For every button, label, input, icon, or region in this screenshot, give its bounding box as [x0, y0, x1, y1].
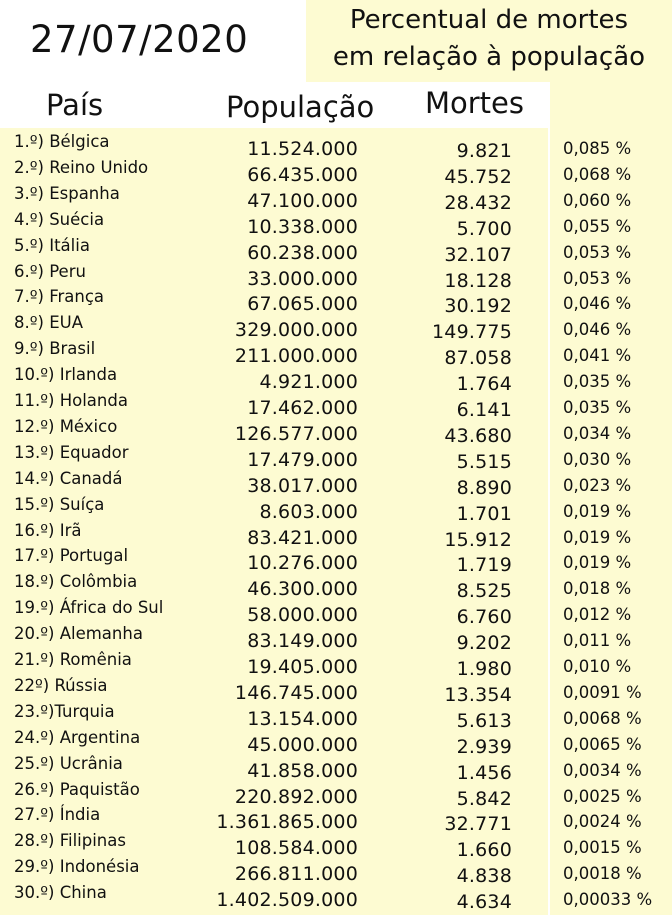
country-cell: 19.º) África do Sul: [14, 598, 164, 618]
table-row: [0, 701, 672, 732]
table-row: [0, 753, 672, 784]
header-deaths: Mortes: [425, 86, 525, 120]
deaths-cell: 4.838: [456, 865, 512, 888]
percent-cell: 0,0024 %: [563, 812, 642, 832]
deaths-cell: 1.660: [456, 839, 512, 862]
percent-cell: 0,019 %: [563, 527, 632, 547]
country-cell: 14.º) Canadá: [14, 468, 123, 488]
population-cell: 33.000.000: [247, 267, 358, 290]
country-cell: 27.º) Índia: [14, 805, 101, 825]
deaths-cell: 43.680: [444, 424, 512, 447]
percent-cell: 0,019 %: [563, 553, 632, 573]
deaths-cell: 149.775: [432, 321, 512, 344]
country-cell: 5.º) Itália: [14, 235, 90, 255]
table-row: [0, 675, 672, 706]
population-cell: 41.858.000: [247, 759, 358, 782]
percent-cell: 0,046 %: [563, 320, 632, 340]
table-row: [0, 779, 672, 810]
population-cell: 11.524.000: [247, 138, 358, 160]
table-row: [0, 546, 672, 577]
table-row: [0, 235, 672, 266]
population-cell: 45.000.000: [247, 733, 358, 756]
table-row: [0, 598, 672, 629]
percent-cell: 0,068 %: [563, 164, 632, 184]
percent-cell: 0,055 %: [563, 216, 632, 236]
deaths-cell: 1.719: [456, 554, 512, 577]
deaths-cell: 5.700: [456, 217, 512, 240]
country-cell: 12.º) México: [14, 416, 118, 436]
population-cell: 83.149.000: [247, 630, 358, 653]
deaths-cell: 5.842: [456, 787, 512, 810]
table-row: [0, 883, 672, 914]
percent-cell: 0,046 %: [563, 294, 632, 314]
country-cell: 16.º) Irã: [14, 520, 82, 540]
table-row: [0, 261, 672, 292]
deaths-cell: 87.058: [444, 347, 512, 370]
population-cell: 8.603.000: [259, 500, 358, 523]
population-cell: 19.405.000: [247, 656, 358, 678]
population-cell: 17.479.000: [247, 448, 358, 471]
percent-cell: 0,0065 %: [563, 734, 642, 754]
table-row: [0, 183, 672, 214]
percent-cell: 0,00033 %: [563, 890, 653, 910]
population-cell: 266.811.000: [234, 863, 358, 886]
deaths-cell: 9.202: [456, 632, 512, 655]
percent-cell: 0,0015 %: [563, 838, 642, 858]
population-cell: 13.154.000: [247, 707, 358, 730]
population-cell: 46.300.000: [247, 578, 358, 601]
population-cell: 17.462.000: [247, 397, 358, 419]
table-row: [0, 157, 672, 188]
percent-cell: 0,011 %: [563, 631, 632, 651]
population-cell: 211.000.000: [234, 345, 358, 368]
country-cell: 30.º) China: [14, 883, 107, 903]
deaths-cell: 1.980: [456, 658, 512, 680]
population-cell: 38.017.000: [247, 474, 358, 497]
percent-cell: 0,041 %: [563, 346, 632, 366]
country-cell: 20.º) Alemanha: [14, 624, 143, 644]
country-cell: 7.º) França: [14, 287, 105, 307]
population-cell: 4.921.000: [259, 371, 358, 394]
deaths-cell: 32.107: [444, 243, 512, 266]
table-row: [0, 831, 672, 862]
table-row: [0, 650, 672, 680]
country-cell: 2.º) Reino Unido: [14, 157, 149, 177]
table-row: [0, 624, 672, 655]
percent-cell: 0,0025 %: [563, 786, 642, 806]
population-cell: 220.892.000: [234, 785, 358, 808]
population-cell: 1.402.509.000: [216, 889, 358, 912]
percent-cell: 0,034 %: [563, 423, 632, 443]
country-cell: 11.º) Holanda: [14, 391, 128, 410]
title-box: [306, 0, 672, 82]
header-country: País: [46, 88, 104, 122]
country-cell: 28.º) Filipinas: [14, 831, 126, 851]
table-row: [0, 442, 672, 473]
table-row: [0, 365, 672, 396]
deaths-cell: 1.764: [456, 373, 512, 396]
deaths-cell: 1.701: [456, 502, 512, 525]
percent-cell: 0,023 %: [563, 475, 632, 495]
country-cell: 22º) Rússia: [14, 675, 108, 695]
table-row: [0, 520, 672, 551]
percent-cell: 0,0018 %: [563, 864, 642, 884]
deaths-cell: 6.760: [456, 606, 512, 629]
percent-cell: 0,035 %: [563, 372, 632, 392]
country-cell: 17.º) Portugal: [14, 546, 129, 566]
country-cell: 26.º) Paquistão: [14, 779, 140, 799]
date-label: 27/07/2020: [30, 18, 249, 61]
deaths-cell: 32.771: [444, 813, 512, 836]
country-cell: 3.º) Espanha: [14, 183, 120, 203]
country-cell: 9.º) Brasil: [14, 339, 96, 359]
country-cell: 29.º) Indonésia: [14, 857, 140, 877]
percent-cell: 0,018 %: [563, 579, 632, 599]
percent-cell: 0,060 %: [563, 190, 632, 210]
deaths-cell: 5.515: [456, 450, 512, 473]
table-row: [0, 857, 672, 888]
deaths-cell: 6.141: [456, 399, 512, 421]
deaths-cell: 9.821: [456, 140, 512, 162]
population-cell: 108.584.000: [234, 837, 358, 860]
percent-cell: 0,010 %: [563, 657, 632, 676]
deaths-cell: 28.432: [444, 191, 512, 214]
country-cell: 24.º) Argentina: [14, 727, 141, 747]
table-row: [0, 339, 672, 370]
population-cell: 329.000.000: [234, 319, 358, 342]
population-cell: 47.100.000: [247, 189, 358, 212]
country-cell: 4.º) Suécia: [14, 209, 105, 229]
population-cell: 1.361.865.000: [216, 811, 358, 834]
table-row: [0, 468, 672, 499]
table-row: [0, 209, 672, 240]
population-cell: 10.338.000: [247, 215, 358, 238]
deaths-cell: 45.752: [444, 165, 512, 188]
table-row: [0, 727, 672, 758]
percent-cell: 0,0068 %: [563, 708, 642, 728]
table-row: [0, 494, 672, 525]
percent-cell: 0,030 %: [563, 449, 632, 469]
country-cell: 21.º) Romênia: [14, 650, 132, 669]
title-line-1: Percentual de mortes: [349, 5, 629, 35]
table-row: [0, 287, 672, 318]
header-population: População: [226, 90, 375, 124]
population-cell: 60.238.000: [247, 241, 358, 264]
country-cell: 25.º) Ucrânia: [14, 753, 123, 773]
percent-cell: 0,012 %: [563, 605, 632, 625]
population-cell: 66.435.000: [247, 163, 358, 186]
population-cell: 10.276.000: [247, 552, 358, 575]
percent-cell: 0,019 %: [563, 501, 632, 521]
deaths-cell: 13.354: [444, 683, 512, 706]
deaths-cell: 8.890: [456, 476, 512, 499]
deaths-cell: 30.192: [444, 295, 512, 318]
country-cell: 23.º)Turquia: [14, 701, 115, 721]
country-cell: 18.º) Colômbia: [14, 572, 138, 592]
page-title: [306, 2, 672, 76]
deaths-cell: 2.939: [456, 735, 512, 758]
country-cell: 10.º) Irlanda: [14, 365, 118, 385]
percent-cell: 0,035 %: [563, 398, 632, 417]
deaths-cell: 4.634: [456, 891, 512, 914]
population-cell: 126.577.000: [234, 422, 358, 445]
population-cell: 67.065.000: [247, 293, 358, 316]
deaths-cell: 8.525: [456, 580, 512, 603]
deaths-cell: 1.456: [456, 761, 512, 784]
percent-cell: 0,0034 %: [563, 760, 642, 780]
percent-cell: 0,053 %: [563, 268, 632, 288]
table-row: [0, 313, 672, 344]
population-cell: 146.745.000: [234, 681, 358, 704]
country-cell: 13.º) Equador: [14, 442, 129, 462]
deaths-cell: 5.613: [456, 709, 512, 732]
population-cell: 58.000.000: [247, 604, 358, 627]
table-row: [0, 805, 672, 836]
deaths-cell: 15.912: [444, 528, 512, 551]
country-cell: 6.º) Peru: [14, 261, 86, 281]
deaths-cell: 18.128: [444, 269, 512, 292]
table-row: [0, 132, 672, 162]
table-row: [0, 416, 672, 447]
percent-cell: 0,085 %: [563, 139, 632, 158]
country-cell: 15.º) Suíça: [14, 494, 105, 514]
title-line-2: em relação à população: [332, 42, 646, 72]
table-row: [0, 391, 672, 421]
percent-cell: 0,0091 %: [563, 682, 642, 702]
country-cell: 8.º) EUA: [14, 313, 83, 333]
population-cell: 83.421.000: [247, 526, 358, 549]
percent-cell: 0,053 %: [563, 242, 632, 262]
table-row: [0, 572, 672, 603]
country-cell: 1.º) Bélgica: [14, 132, 110, 151]
